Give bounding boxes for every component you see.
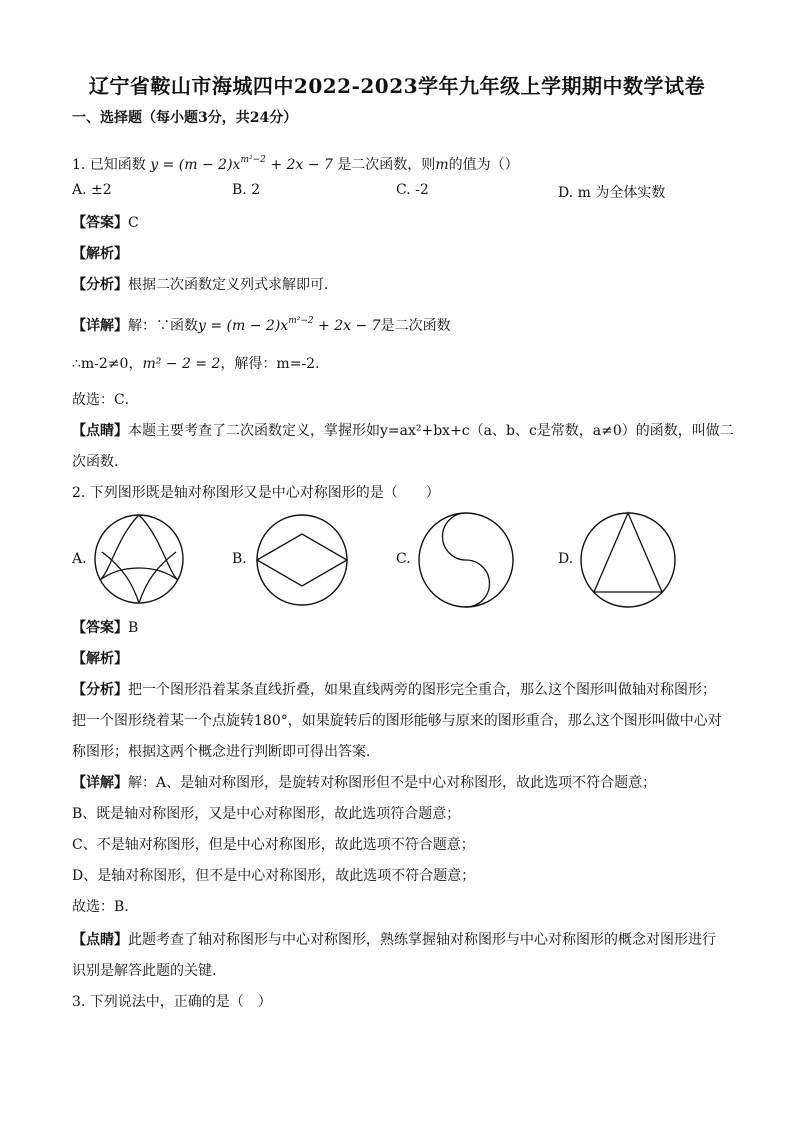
q2-xiangjie-1: 【详解】解：A、是轴对称图形，是旋转对称图形但不是中心对称图形，故此选项不符合题意； (72, 775, 657, 791)
q2-figure-a (92, 512, 186, 606)
q1-dianjing-2: 次函数. (72, 454, 119, 470)
q2-fig-label-a: A. (72, 551, 87, 567)
q1-choice: 故选：C． (72, 392, 139, 408)
q2-fig-label-c: C. (396, 551, 411, 567)
q2-dianjing-2: 识别是解答此题的关键. (72, 963, 217, 979)
q1-option-d: D. m 为全体实数 (558, 185, 666, 201)
q1-analysis-heading: 【解析】 (72, 246, 128, 262)
question-3-stem: 3. 下列说法中，正确的是（ ） (72, 994, 272, 1010)
q1-step-2: ∴m-2≠0，m² − 2 = 2，解得：m=-2. (72, 356, 320, 372)
page-title: 辽宁省鞍山市海城四中2022-2023学年九年级上学期期中数学试卷 (88, 74, 706, 98)
question-2-stem: 2. 下列图形既是轴对称图形又是中心对称图形的是（ ） (72, 485, 440, 501)
q2-answer: 【答案】B (72, 620, 139, 636)
q1-option-c: C. -2 (396, 182, 429, 198)
q1-xiangjie: 【详解】解：∵函数$y = (m - 2)x^{m^2-2} + 2x - 7$是二次函数 (72, 316, 451, 334)
q1-option-a: A. ±2 (72, 182, 112, 198)
q2-figure-c (416, 510, 516, 610)
section-heading: 一、选择题（每小题3分，共24分） (72, 110, 298, 126)
q2-figure-d (578, 510, 678, 610)
q2-fig-label-d: D. (558, 551, 574, 567)
q2-fenxi-1: 【分析】把一个图形沿着某条直线折叠，如果直线两旁的图形完全重合，那么这个图形叫做轴对称图形； (72, 682, 716, 698)
q2-analysis-heading: 【解析】 (72, 651, 128, 667)
q2-fenxi-2: 把一个图形绕着某一个点旋转180°，如果旋转后的图形能够与原来的图形重合，那么这个图形叫做中心对 (72, 713, 722, 729)
q2-fig-label-b: B. (232, 551, 247, 567)
q1-answer: 【答案】C (72, 215, 139, 231)
question-1-stem: 1. 已知函数 $y = (m - 2)x^{m^2-2} + 2x - 7$ 是二次函数，则m的值为（） (72, 155, 519, 173)
q1-dianjing-1: 【点睛】本题主要考查了二次函数定义，掌握形如y=ax²+bx+c（a、b、c是常数，a≠0）的函数，叫做二 (72, 423, 734, 439)
q2-dianjing-1: 【点睛】此题考查了轴对称图形与中心对称图形，熟练掌握轴对称图形与中心对称图形的概念对图形进行 (72, 932, 716, 948)
q2-xiangjie-2: B、既是轴对称图形，又是中心对称图形，故此选项符合题意； (72, 806, 461, 822)
q2-xiangjie-3: C、不是轴对称图形，但是中心对称图形，故此选项不符合题意； (72, 837, 475, 853)
q1-option-b: B. 2 (232, 182, 261, 198)
q2-choice: 故选：B． (72, 899, 139, 915)
q2-fenxi-3: 称图形；根据这两个概念进行判断即可得出答案． (72, 744, 380, 760)
q1-formula: $y = (m - 2)x^{m^2-2} + 2x - 7$ (150, 155, 333, 173)
q1-fenxi: 【分析】根据二次函数定义列式求解即可． (72, 277, 338, 293)
q2-figure-b (254, 512, 350, 608)
q2-xiangjie-4: D、是轴对称图形，但不是中心对称图形，故此选项不符合题意； (72, 868, 476, 884)
